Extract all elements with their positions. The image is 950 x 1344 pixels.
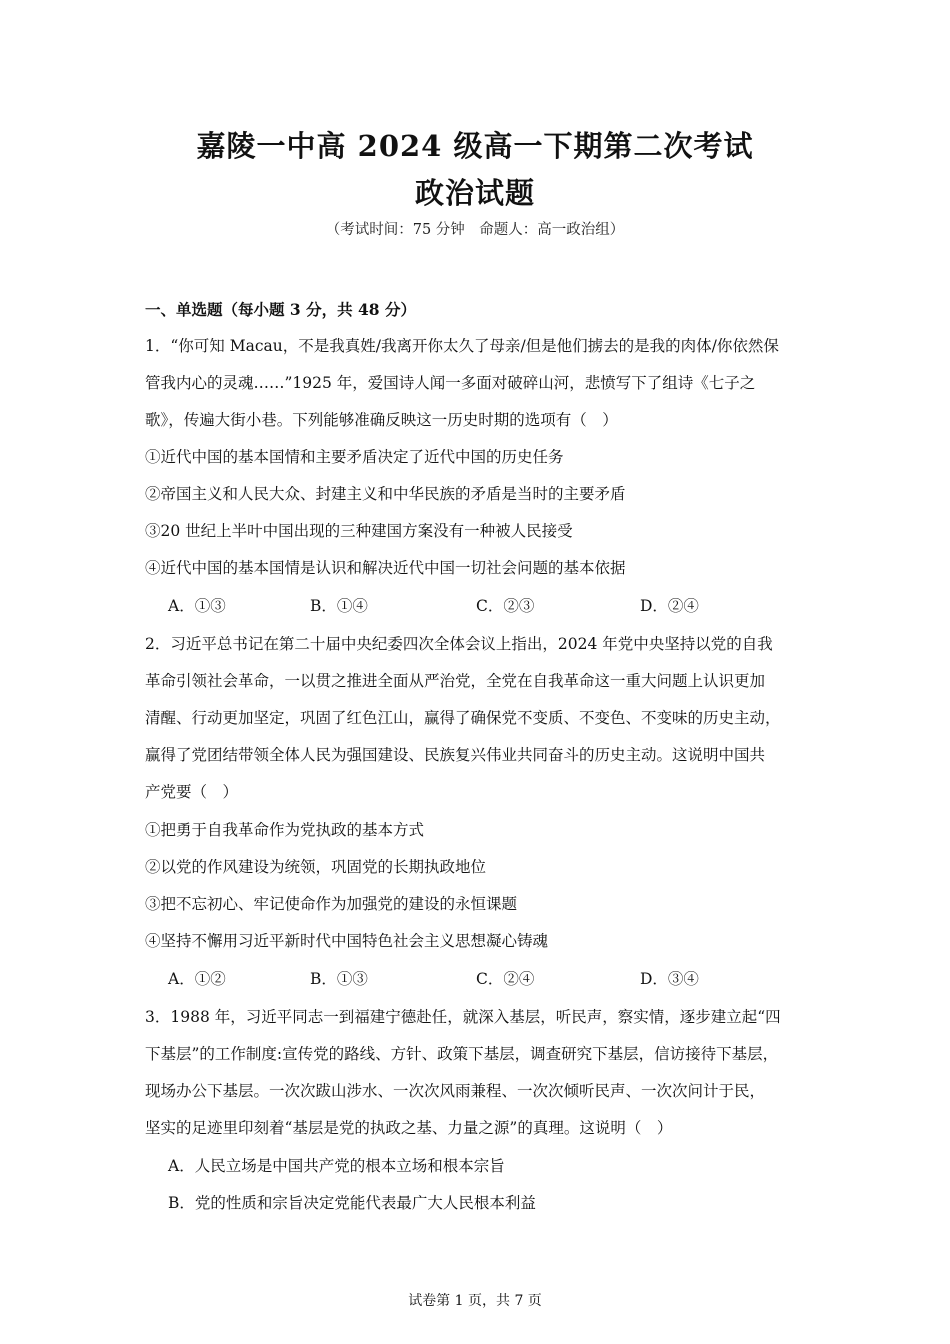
q1-option-b[interactable]: B．①④ [310, 597, 368, 615]
q1-option-c[interactable]: C．②③ [476, 597, 535, 615]
q1-option-a[interactable]: A．①③ [168, 597, 226, 615]
q2-option-b[interactable]: B．①③ [310, 970, 368, 988]
q3-stem-line: 3．1988 年，习近平同志一到福建宁德赴任，就深入基层，听民声，察实情，逐步建立起“四 [145, 1008, 781, 1026]
q2-item: ④坚持不懈用习近平新时代中国特色社会主义思想凝心铸魂 [145, 932, 549, 950]
q1-item: ③20 世纪上半叶中国出现的三种建国方案没有一种被人民接受 [145, 522, 573, 540]
exam-title: 嘉陵一中高 2024 级高一下期第二次考试 [196, 129, 754, 163]
exam-subject-title: 政治试题 [414, 176, 535, 210]
page-footer: 试卷第 1 页，共 7 页 [408, 1293, 542, 1309]
q3-stem-line: 坚实的足迹里印刻着“基层是党的执政之基、力量之源”的真理。这说明（ ） [145, 1119, 673, 1137]
q2-option-c[interactable]: C．②④ [476, 970, 535, 988]
q1-item: ②帝国主义和人民大众、封建主义和中华民族的矛盾是当时的主要矛盾 [145, 485, 626, 503]
q2-item: ②以党的作风建设为统领，巩固党的长期执政地位 [145, 858, 487, 876]
q3-option-b[interactable]: B．党的性质和宗旨决定党能代表最广大人民根本利益 [168, 1194, 536, 1212]
q3-stem-line: 下基层”的工作制度:宣传党的路线、方针、政策下基层，调查研究下基层，信访接待下基层， [145, 1045, 779, 1063]
q1-stem-line: 歌》，传遍大街小巷。下列能够准确反映这一历史时期的选项有（ ） [145, 411, 618, 429]
q2-options [168, 968, 788, 990]
q2-stem-line: 革命引领社会革命，一以贯之推进全面从严治党，全党在自我革命这一重大问题上认识更加 [145, 672, 766, 690]
q2-option-a[interactable]: A．①② [168, 970, 226, 988]
q2-item: ③把不忘初心、牢记使命作为加强党的建设的永恒课题 [145, 895, 518, 913]
q3-option-a[interactable]: A．人民立场是中国共产党的根本立场和根本宗旨 [168, 1157, 505, 1175]
q2-stem-line: 产党要（ ） [145, 783, 239, 801]
q1-item: ①近代中国的基本国情和主要矛盾决定了近代中国的历史任务 [145, 448, 564, 466]
q1-option-d[interactable]: D．②④ [640, 597, 699, 615]
exam-meta: （考试时间：75 分钟 命题人：高一政治组） [325, 222, 625, 238]
q2-stem-line: 清醒、行动更加坚定，巩固了红色江山，赢得了确保党不变质、不变色、不变味的历史主动， [145, 709, 781, 727]
q2-stem-line: 赢得了党团结带领全体人民为强国建设、民族复兴伟业共同奋斗的历史主动。这说明中国共 [145, 746, 766, 764]
q3-stem-line: 现场办公下基层。一次次跋山涉水、一次次风雨兼程、一次次倾听民声、一次次问计于民， [145, 1082, 766, 1100]
section-heading: 一、单选题（每小题 3 分，共 48 分） [145, 300, 416, 319]
q1-options [168, 595, 788, 617]
q2-stem-line: 2．习近平总书记在第二十届中央纪委四次全体会议上指出，2024 年党中央坚持以党的自我 [145, 635, 773, 653]
q1-stem-line: 管我内心的灵魂……”1925 年，爱国诗人闻一多面对破碎山河，悲愤写下了组诗《七子之 [145, 374, 756, 392]
q2-item: ①把勇于自我革命作为党执政的基本方式 [145, 821, 425, 839]
q1-item: ④近代中国的基本国情是认识和解决近代中国一切社会问题的基本依据 [145, 559, 626, 577]
q2-option-d[interactable]: D．③④ [640, 970, 699, 988]
q1-stem-line: 1．“你可知 Macau，不是我真姓/我离开你太久了母亲/但是他们掳去的是我的肉体/你依然保 [145, 337, 779, 355]
